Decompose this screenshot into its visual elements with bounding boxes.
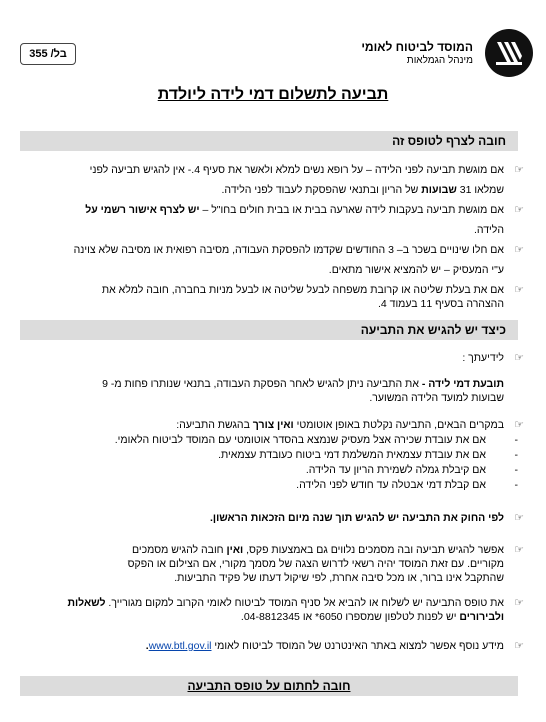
- form-number-badge: בל/ 355: [20, 43, 76, 65]
- pointing-hand-icon: ☞: [514, 204, 524, 216]
- pointing-hand-icon: ☞: [514, 597, 524, 609]
- btl-website-link[interactable]: www.btl.gov.il: [148, 640, 212, 652]
- pointing-hand-icon: ☞: [514, 284, 524, 296]
- fax-submission-text: ☞ אפשר להגיש תביעה ובה מסמכים נלווים גם באמצעות פקס, ואין חובה להגיש מסמכים מקוריים. עם זאת המוסד יהיה רשאי לדרוש הצגה של מסמך מקורי, אם הצילום או הפקס שהתקבל אינו ברור, או מכל סיבה אחרת, לפי שיקול דעתו של פקיד התביעות.: [127, 544, 524, 584]
- list-item: ☞ אם מוגשת תביעה לפני הלידה – על רופא נשים למלא ולאשר את סעיף 4.- אין להגיש תביעה לפני שמלאו 31 שבועות של הריון ובתנאי שהפסקת לעבוד לפני הלידה.: [22, 160, 522, 200]
- section-heading-required-attachments: חובה לצרף לטופס זה: [20, 131, 518, 151]
- automatic-claim-list: [36, 433, 486, 493]
- pointing-hand-icon: ☞: [514, 419, 524, 431]
- send-form-text: ☞ את טופס התביעה יש לשלוח או להביא אל סניף המוסד לביטוח לאומי הקרוב למקום מגורייך. לשאלות ולבירורים יש לפנות לטלפון שמספרו 6050* או 04-8812345.: [67, 597, 524, 623]
- list-item: ☞ אם חלו שינויים בשכר ב– 3 החודשים שקדמו להפסקת העבודה, מסיבה רפואית או מסיבה שלא צוינה ע"י המעסיק – יש להמציא אישור מתאים.: [22, 240, 522, 280]
- list-item: ☞ אם מוגשת תביעה בעקבות לידה שארעה בבית או בבית חולים בחו"ל – יש לצרף אישור רשמי על הלידה.: [22, 200, 522, 240]
- pointing-hand-icon: ☞: [514, 164, 524, 176]
- section-heading-how-to-submit: כיצד יש להגיש את התביעה: [20, 320, 518, 340]
- automatic-claim-intro: ☞ במקרים הבאים, התביעה נקלטת באופן אוטומטי ואין צורך בהגשת התביעה:: [176, 419, 524, 431]
- list-item: ☞ אם את בעלת שליטה או קרובת משפחה לבעל שליטה או לבעל מניות בחברה, חובה למלא את ההצהרה בסעיף 11 בעמוד 4.: [101, 284, 524, 310]
- list-item: - אם קיבלת גמלה לשמירת הריון עד הלידה.: [36, 463, 486, 478]
- org-department: מינהל הגמלאות: [406, 55, 473, 66]
- list-item: - אם את עובדת עצמאית המשלמת דמי ביטוח כעובדת עצמאית.: [36, 448, 486, 463]
- pointing-hand-icon: ☞: [514, 512, 524, 524]
- pointing-hand-icon: ☞: [514, 544, 524, 556]
- list-item: - אם את עובדת שכירה אצל מעסיק שנמצא בהסדר אוטומטי עם המוסד לביטוח הלאומי.: [36, 433, 486, 448]
- btl-logo-icon: [484, 28, 534, 78]
- more-info-text: ☞ מידע נוסף אפשר למצוא באתר האינטרנט של המוסד לביטוח לאומי www.btl.gov.il.: [22, 636, 522, 656]
- list-item: - אם קבלת דמי אבטלה עד חודש לפני הלידה.: [36, 478, 486, 493]
- organization-block: [361, 40, 473, 67]
- note-label: ☞ לידיעתך :: [22, 348, 522, 368]
- pointing-hand-icon: ☞: [514, 352, 524, 364]
- deadline-notice: ☞ לפי החוק את התביעה יש להגיש תוך שנה מיום הזכאות הראשון.: [22, 508, 522, 528]
- claim-timing-text: תובעת דמי לידה - את התביעה ניתן להגיש לאחר הפסקת העבודה, בתנאי שנותרו פחות מ- 9 שבועות למועד הלידה המשוער.: [102, 378, 504, 404]
- org-name: המוסד לביטוח לאומי: [361, 40, 473, 54]
- page-title: תביעה לתשלום דמי לידה ליולדת: [157, 86, 389, 103]
- section-heading-must-sign: חובה לחתום על טופס התביעה: [20, 676, 518, 696]
- pointing-hand-icon: ☞: [514, 640, 524, 652]
- pointing-hand-icon: ☞: [514, 244, 524, 256]
